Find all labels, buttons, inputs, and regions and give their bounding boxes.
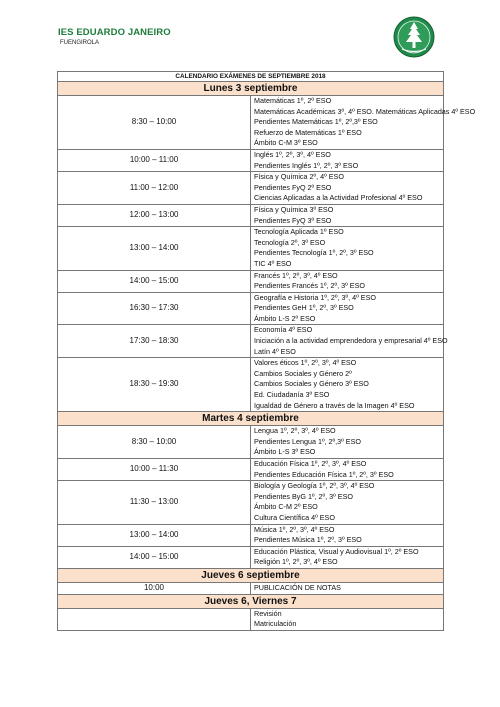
subject-line: Ciencias Aplicadas a la Actividad Profesional 4º ESO xyxy=(254,193,423,203)
slot-time: 11:00 – 12:00 xyxy=(58,172,251,205)
subject-line: Matriculación xyxy=(254,619,297,629)
day-header-row xyxy=(58,568,444,582)
subject-line: Francés 1º, 2º, 3º, 4º ESO xyxy=(254,270,338,280)
subject-line: Inglés 1º, 2º, 3º, 4º ESO xyxy=(254,149,331,159)
slot-subjects xyxy=(251,149,444,171)
subject-line: Cultura Científica 4º ESO xyxy=(254,512,335,522)
slot-time: 11:30 – 13:00 xyxy=(58,481,251,524)
exam-slot-row xyxy=(58,358,444,412)
slot-subjects xyxy=(251,582,444,594)
exam-slot-row xyxy=(58,524,444,546)
slot-subjects xyxy=(251,227,444,270)
subject-line: Música 1º, 2º, 3º, 4º ESO xyxy=(254,524,335,534)
subject-line: Pendientes ByG 1º, 2º, 3º ESO xyxy=(254,491,353,501)
exam-slot-row xyxy=(58,292,444,325)
slot-subjects xyxy=(251,608,444,630)
table-title: CALENDARIO EXÁMENES DE SEPTIEMBRE 2018 xyxy=(58,72,444,82)
exam-slot-row xyxy=(58,582,444,594)
exam-slot-row xyxy=(58,172,444,205)
slot-subjects xyxy=(251,292,444,325)
subject-line: Matemáticas 1º, 2º ESO xyxy=(254,96,332,105)
slot-subjects xyxy=(251,270,444,292)
subject-line: Pendientes FyQ 3º ESO xyxy=(254,215,332,225)
school-name: IES EDUARDO JANEIRO xyxy=(58,27,171,38)
exam-slot-row xyxy=(58,546,444,568)
subject-line: Pendientes GeH 1º, 2º, 3º ESO xyxy=(254,303,354,313)
day-title: Jueves 6 septiembre xyxy=(58,568,444,582)
slot-time: 14:00 – 15:00 xyxy=(58,270,251,292)
day-title: Jueves 6, Viernes 7 xyxy=(58,594,444,608)
day-header-row xyxy=(58,412,444,426)
subject-line: Iniciación a la actividad emprendedora y empresarial 4º ESO xyxy=(254,336,448,346)
exam-slot-row xyxy=(58,270,444,292)
slot-time: 13:00 – 14:00 xyxy=(58,524,251,546)
day-title: Lunes 3 septiembre xyxy=(58,82,444,96)
subject-line: Refuerzo de Matemáticas 1º ESO xyxy=(254,127,362,137)
subject-line: Física y Química 2º, 4º ESO xyxy=(254,172,344,182)
slot-subjects xyxy=(251,459,444,481)
subject-line: Geografía e Historia 1º, 2º, 3º, 4º ESO xyxy=(254,292,376,302)
subject-line: Pendientes Tecnología 1º, 2º, 3º ESO xyxy=(254,248,374,258)
slot-time xyxy=(58,608,251,630)
slot-time: 8:30 – 10:00 xyxy=(58,426,251,459)
subject-line: Física y Química 3º ESO xyxy=(254,204,334,214)
school-town: FUENGIROLA xyxy=(60,40,100,46)
subject-line: Latín 4º ESO xyxy=(254,346,296,356)
subject-line: Matemáticas Académicas 3º, 4º ESO. Matemáticas Aplicadas 4º ESO xyxy=(254,106,476,116)
slot-time: 17:30 – 18:30 xyxy=(58,325,251,358)
slot-time: 16:30 – 17:30 xyxy=(58,292,251,325)
subject-line: Pendientes Francés 1º, 2º, 3º ESO xyxy=(254,281,365,291)
subject-line: Lengua 1º, 2º, 3º, 4º ESO xyxy=(254,426,336,436)
day-title: Martes 4 septiembre xyxy=(58,412,444,426)
subject-line: Pendientes Matemáticas 1º, 2º,3º ESO xyxy=(254,117,378,127)
slot-time: 10:00 – 11:30 xyxy=(58,459,251,481)
slot-subjects xyxy=(251,524,444,546)
exam-slot-row xyxy=(58,481,444,524)
slot-subjects xyxy=(251,172,444,205)
exam-calendar-table xyxy=(57,71,476,631)
slot-time: 10:00 – 11:00 xyxy=(58,149,251,171)
subject-line: Economía 4º ESO xyxy=(254,325,313,335)
subject-line: Religión 1º, 2º, 3º, 4º ESO xyxy=(254,557,338,567)
exam-slot-row xyxy=(58,426,444,459)
exam-slot-row xyxy=(58,227,444,270)
subject-line: Ed. Ciudadanía 3º ESO xyxy=(254,390,330,400)
exam-slot-row xyxy=(58,96,444,150)
subject-line: Ámbito L-S 3º ESO xyxy=(254,447,316,457)
subject-line: Educación Física 1º, 2º, 3º, 4º ESO xyxy=(254,459,367,468)
subject-line: TIC 4º ESO xyxy=(254,258,292,268)
subject-line: Pendientes FyQ 2º ESO xyxy=(254,182,332,192)
subject-line: Tecnología Aplicada 1º ESO xyxy=(254,227,344,237)
subject-line: Ámbito L-S 2º ESO xyxy=(254,313,316,323)
subject-line: Tecnología 2º, 3º ESO xyxy=(254,237,326,247)
slot-subjects xyxy=(251,204,444,226)
slot-subjects xyxy=(251,546,444,568)
slot-time: 18:30 – 19:30 xyxy=(58,358,251,412)
exam-slot-row xyxy=(58,608,444,630)
subject-line: Valores éticos 1º, 2º, 3º, 4º ESO xyxy=(254,358,357,368)
subject-line: Igualdad de Género a través de la Imagen 4º ESO xyxy=(254,400,415,410)
slot-subjects xyxy=(251,325,448,358)
slot-time: 13:00 – 14:00 xyxy=(58,227,251,270)
exam-slot-row xyxy=(58,204,444,226)
slot-time: 14:00 – 15:00 xyxy=(58,546,251,568)
exam-slot-row xyxy=(58,325,444,358)
slot-time: 12:00 – 13:00 xyxy=(58,204,251,226)
subject-line: Pendientes Educación Física 1º, 2º, 3º ESO xyxy=(254,469,394,479)
subject-line: PUBLICACIÓN DE NOTAS xyxy=(254,582,341,592)
slot-time: 10:00 xyxy=(58,582,251,594)
subject-line: Educación Plástica, Visual y Audiovisual 1º, 2º ESO xyxy=(254,546,419,556)
subject-line: Ámbito C-M 2º ESO xyxy=(254,502,318,512)
exam-slot-row xyxy=(58,459,444,481)
slot-time: 8:30 – 10:00 xyxy=(58,96,251,150)
slot-subjects xyxy=(251,426,444,459)
subject-line: Cambios Sociales y Género 2º xyxy=(254,368,352,378)
slot-subjects xyxy=(251,358,444,412)
slot-subjects xyxy=(251,96,476,150)
day-header-row xyxy=(58,594,444,608)
school-crest-icon xyxy=(393,16,435,58)
subject-line: Ámbito C-M 3º ESO xyxy=(254,138,318,148)
day-header-row xyxy=(58,82,444,96)
exam-slot-row xyxy=(58,149,444,171)
subject-line: Revisión xyxy=(254,608,282,618)
subject-line: Pendientes Lengua 1º, 2º,3º ESO xyxy=(254,436,361,446)
subject-line: Cambios Sociales y Género 3º ESO xyxy=(254,379,369,389)
subject-line: Pendientes Música 1º, 2º, 3º ESO xyxy=(254,535,362,545)
slot-subjects xyxy=(251,481,444,524)
subject-line: Biología y Geología 1º, 2º, 3º, 4º ESO xyxy=(254,481,375,491)
subject-line: Pendientes Inglés 1º, 2º, 3º ESO xyxy=(254,160,359,170)
